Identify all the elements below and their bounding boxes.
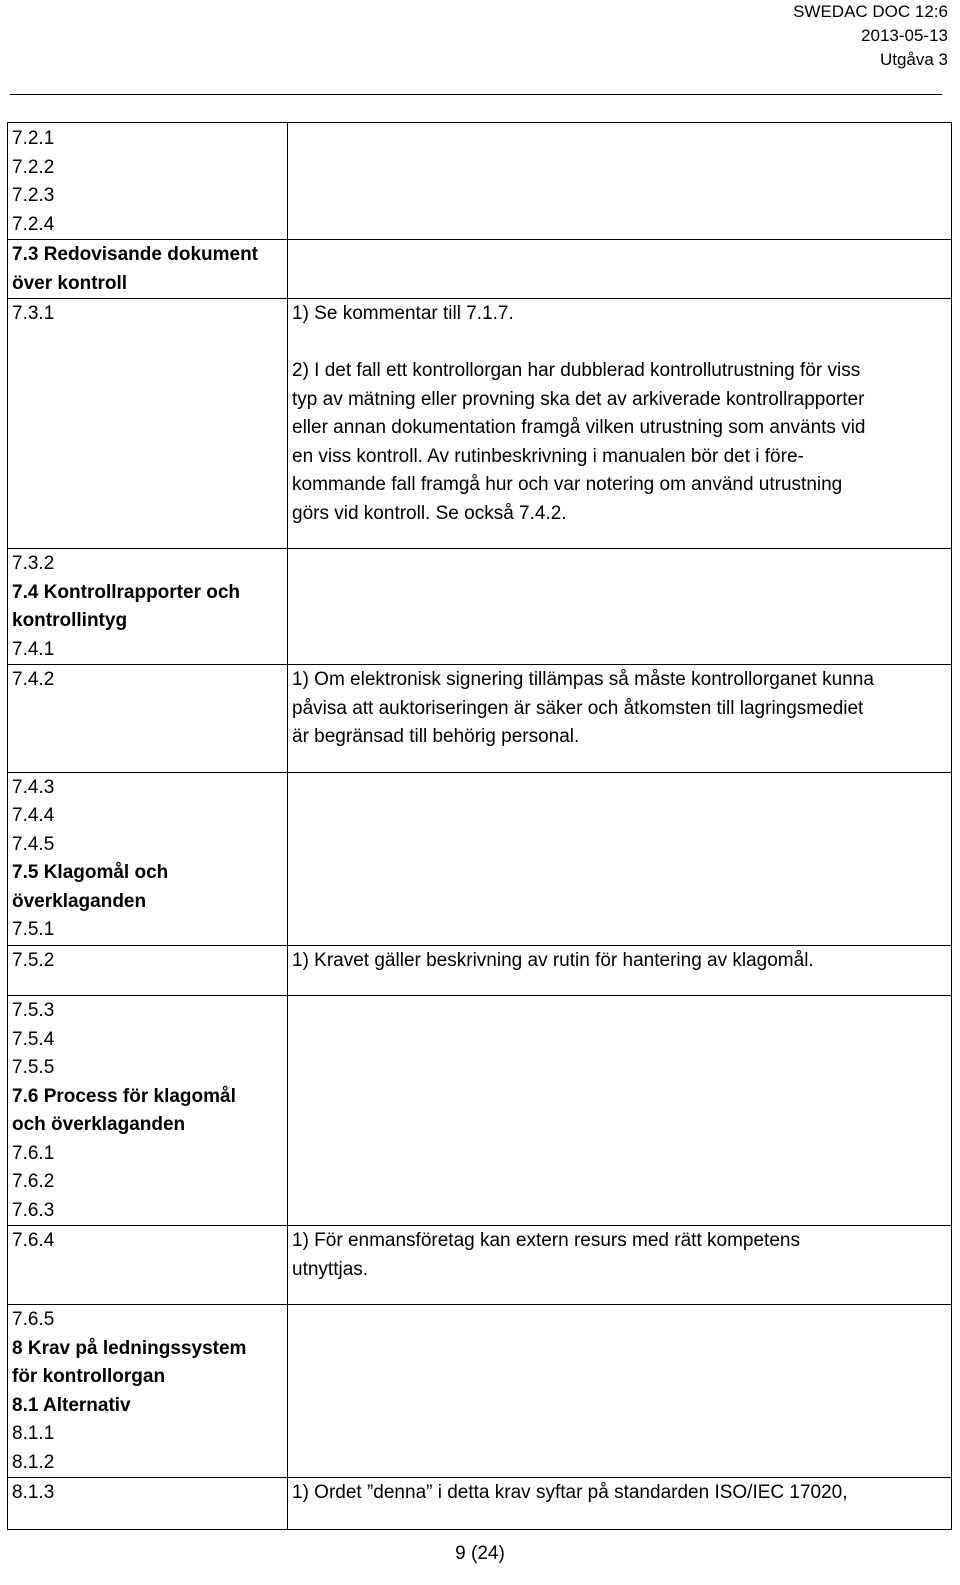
section-cell <box>12 125 282 239</box>
comment-line: eller annan dokumentation framgå vilken utrustning som använts vid <box>292 417 866 438</box>
comment-cell <box>292 666 942 752</box>
document-edition: Utgåva 3 <box>879 50 948 69</box>
table-row <box>8 945 951 996</box>
section-number: 7.5.1 <box>12 919 55 940</box>
section-heading: 8.1 Alternativ <box>12 1394 131 1416</box>
table-row <box>8 995 951 1225</box>
table-row <box>8 123 951 239</box>
comment-line: en viss kontroll. Av rutinbeskrivning i manualen bör det i före- <box>292 445 804 467</box>
section-number: 7.3.1 <box>12 303 55 324</box>
section-number: 7.6.5 <box>12 1309 55 1330</box>
section-cell <box>12 1306 282 1477</box>
section-number: 7.2.2 <box>12 156 55 178</box>
section-number: 7.6.3 <box>12 1199 55 1221</box>
table-row <box>8 239 951 298</box>
comment-line: 1) För enmansföretag kan extern resurs med rätt kompetens <box>292 1230 800 1251</box>
section-cell <box>12 550 282 664</box>
comment-line: utnyttjas. <box>292 1258 369 1280</box>
comment-line: 1) Ordet ”denna” i detta krav syftar på standarden ISO/IEC 17020, <box>292 1482 848 1503</box>
requirements-table <box>7 122 952 1530</box>
section-number: 8.1.1 <box>12 1423 55 1444</box>
section-heading: överklaganden <box>12 890 147 912</box>
section-heading: 8 Krav på ledningssystem <box>12 1337 247 1359</box>
section-cell <box>12 947 282 976</box>
header-rule <box>10 94 942 95</box>
section-heading: 7.3 Redovisande dokument <box>12 244 259 265</box>
section-number: 7.4.5 <box>12 833 55 855</box>
comment-line: 1) Se kommentar till 7.1.7. <box>292 303 514 324</box>
table-row <box>8 1304 951 1477</box>
section-number: 7.6.1 <box>12 1142 55 1164</box>
comment-line: typ av mätning eller provning ska det av arkiverade kontrollrapporter <box>292 388 865 410</box>
section-number: 8.1.3 <box>12 1482 55 1503</box>
section-cell <box>12 300 282 329</box>
document-header <box>793 0 948 72</box>
section-number: 7.2.1 <box>12 128 55 149</box>
page-number: 9 (24) <box>455 1543 505 1564</box>
section-number: 7.4.1 <box>12 638 55 660</box>
comment-line: kommande fall framgå hur och var notering om använd utrustning <box>292 474 843 495</box>
section-number: 7.4.4 <box>12 805 55 826</box>
comment-line <box>292 329 942 358</box>
section-heading: 7.6 Process för klagomål <box>12 1085 236 1107</box>
comment-line: påvisa att auktoriseringen är säker och åtkomsten till lagringsmediet <box>292 697 864 719</box>
section-number: 7.6.2 <box>12 1171 55 1192</box>
section-heading: 7.5 Klagomål och <box>12 862 169 883</box>
section-number: 8.1.2 <box>12 1451 55 1473</box>
section-cell <box>12 1227 282 1256</box>
section-heading: över kontroll <box>12 272 128 294</box>
section-heading: 7.4 Kontrollrapporter och <box>12 581 241 603</box>
table-row <box>8 1477 951 1508</box>
table-row <box>8 1225 951 1304</box>
section-cell <box>12 774 282 945</box>
section-number: 7.3.2 <box>12 553 55 574</box>
section-number: 7.4.3 <box>12 776 55 798</box>
comment-cell <box>292 1227 942 1284</box>
comment-line: 1) Kravet gäller beskrivning av rutin för hantering av klagomål. <box>292 949 814 971</box>
section-number: 7.5.3 <box>12 1000 55 1021</box>
section-number: 7.2.3 <box>12 185 55 206</box>
section-heading: kontrollintyg <box>12 610 128 631</box>
table-row <box>8 548 951 664</box>
document-date: 2013-05-13 <box>861 26 948 45</box>
section-heading: och överklaganden <box>12 1114 186 1135</box>
comment-cell <box>292 300 942 528</box>
section-number: 7.5.5 <box>12 1057 55 1078</box>
section-number: 7.6.4 <box>12 1230 55 1251</box>
section-number: 7.4.2 <box>12 669 55 690</box>
section-cell <box>12 1479 282 1508</box>
comment-cell <box>292 947 942 976</box>
section-number: 7.2.4 <box>12 213 55 235</box>
section-number: 7.5.2 <box>12 949 55 971</box>
table-row <box>8 664 951 772</box>
section-cell <box>12 241 282 298</box>
section-heading: för kontrollorgan <box>12 1366 166 1387</box>
comment-line: är begränsad till behörig personal. <box>292 726 580 747</box>
document-id: SWEDAC DOC 12:6 <box>793 2 948 21</box>
comment-line: 2) I det fall ett kontrollorgan har dubblerad kontrollutrustning för viss <box>292 360 861 381</box>
table-row <box>8 772 951 945</box>
comment-line: görs vid kontroll. Se också 7.4.2. <box>292 502 567 524</box>
table-row <box>8 298 951 548</box>
section-cell <box>12 997 282 1225</box>
comment-cell <box>292 1479 942 1508</box>
section-cell <box>12 666 282 695</box>
comment-line: 1) Om elektronisk signering tillämpas så måste kontrollorganet kunna <box>292 669 874 690</box>
section-number: 7.5.4 <box>12 1028 55 1050</box>
